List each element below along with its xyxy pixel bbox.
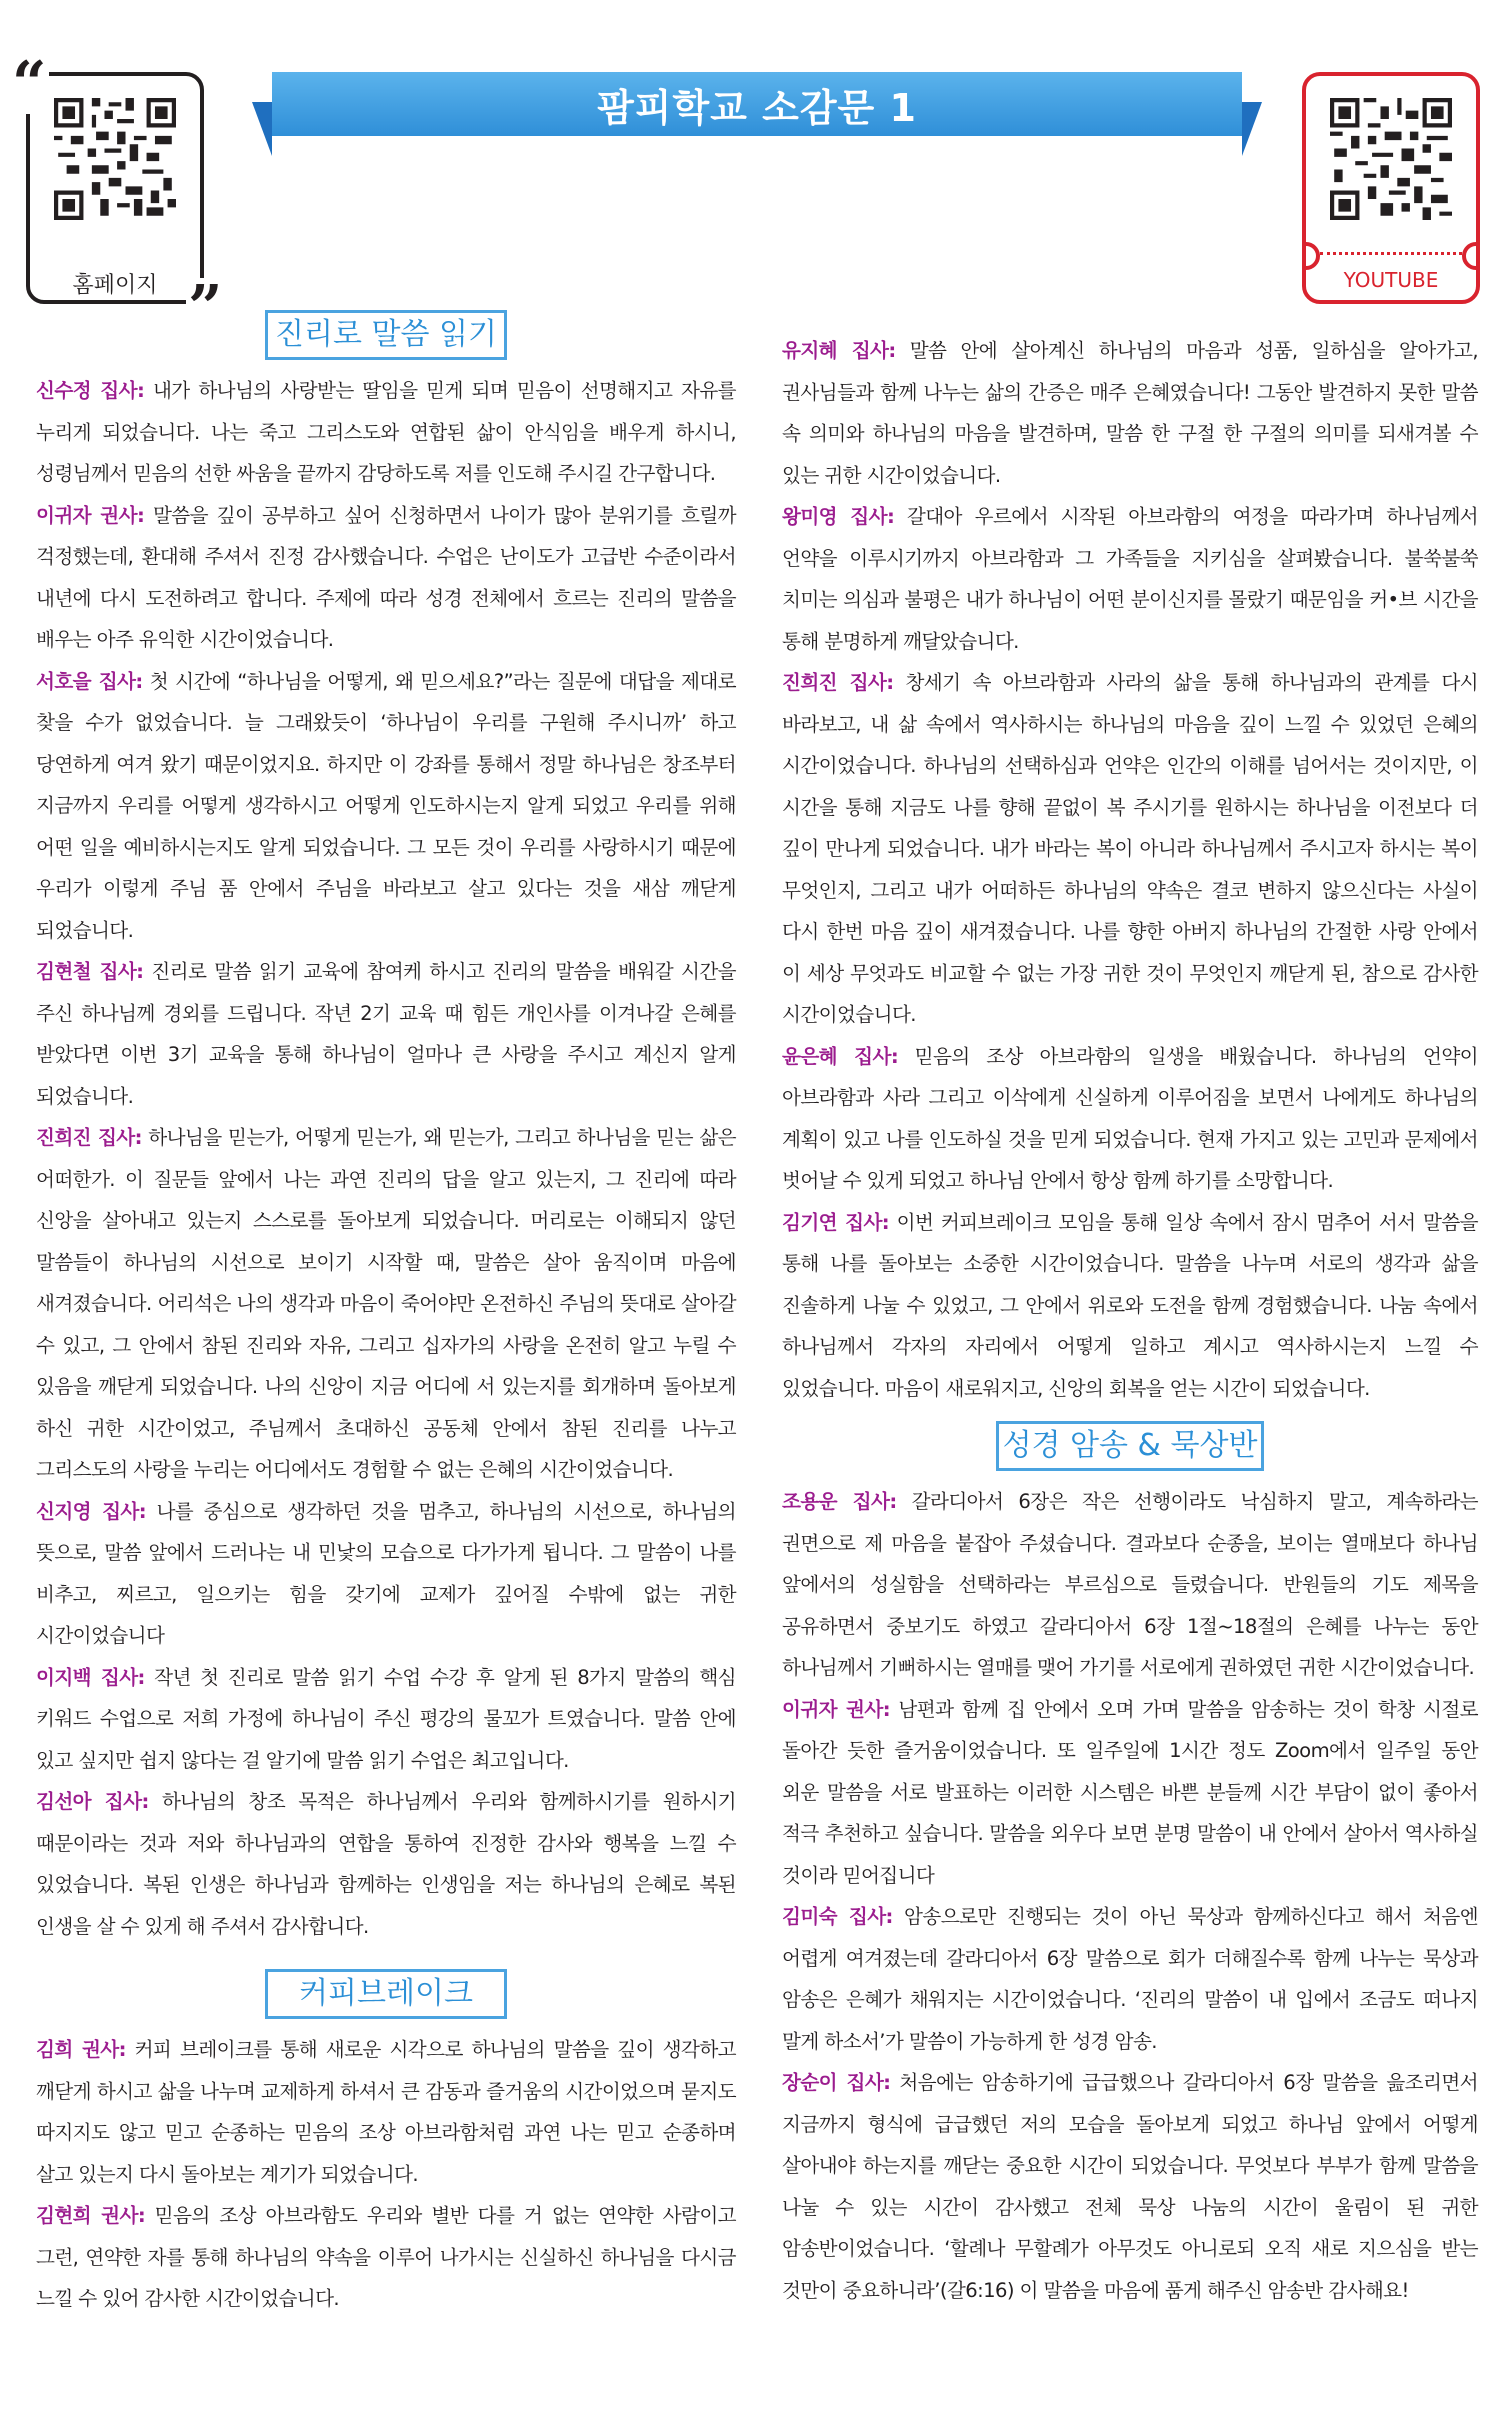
testimony-entry xyxy=(782,496,1478,662)
close-quote-mark: ” xyxy=(188,273,223,343)
section-title-memory-meditation: 성경 암송 & 묵상반 xyxy=(996,1421,1264,1471)
testimony-entry xyxy=(36,1117,736,1491)
right-column xyxy=(782,330,1478,2311)
testimony-text: 갈대아 우르에서 시작된 아브라함의 여정을 따라가며 하나님께서 언약을 이루시기까지 아브라함과 그 가족들을 지키심을 살펴봤습니다. 불쑥불쑥 치미는 의심과 불평은 내가 하나님이 어떤 분이신지를 몰랐기 때문임을 커•브 시간을 통해 분명하게 깨달았습니다. xyxy=(782,505,1478,653)
youtube-qr-code[interactable] xyxy=(1330,98,1452,220)
youtube-label: YOUTUBE xyxy=(1343,268,1439,292)
author-name: 유지혜 집사: xyxy=(782,339,896,362)
author-name: 윤은혜 집사: xyxy=(782,1044,899,1068)
testimony-entry xyxy=(782,662,1478,1036)
testimony-text: 말씀 안에 살아계신 하나님의 마음과 성품, 일하심을 알아가고, 권사님들과 함께 나누는 삶의 간증은 매주 은혜였습니다! 그동안 발견하지 못한 말씀 속 의미와 하나님의 마음을 발견하며, 말씀 한 구절 한 구절의 의미를 되새겨볼 수 있는 귀한 시간이었습니다. xyxy=(782,339,1478,487)
testimony-entry xyxy=(782,2062,1478,2311)
testimony-entry xyxy=(36,370,736,495)
testimony-text: 첫 시간에 “하나님을 어떻게, 왜 믿으세요?”라는 질문에 대답을 제대로 찾을 수가 없었습니다. 늘 그래왔듯이 ‘하나님이 우리를 구원해 주시니까’ 하고 당연하게 여겨 왔기 때문이었지요. 하지만 이 강좌를 통해서 정말 하나님은 창조부터 지금까지 우리를 어떻게 생각하시고 어떻게 인도하시는지 알게 되었고 우리를 위해 어떤 일을 예비하시는지도 알게 되었습니다. 그 모든 것이 우리를 사랑하시기 때문에 우리가 이렇게 주님 품 안에서 주님을 바라보고 살고 있다는 것을 새삼 깨닫게 되었습니다. xyxy=(36,669,736,942)
testimony-text: 작년 첫 진리로 말씀 읽기 수업 수강 후 알게 된 8가지 말씀의 핵심 키워드 수업으로 저희 가정에 하나님이 주신 평강의 물꼬가 트였습니다. 말씀 안에 있고 싶지만 쉽지 않다는 걸 알기에 말씀 읽기 수업은 최고입니다. xyxy=(36,1665,736,1772)
testimony-entry xyxy=(36,495,736,661)
testimony-entry xyxy=(782,1202,1478,1410)
testimony-text: 커피 브레이크를 통해 새로운 시각으로 하나님의 말씀을 깊이 생각하고 깨닫게 하시고 삶을 나누며 교제하게 하셔서 큰 감동과 즐거움의 시간이었으며 묻지도 따지지도 않고 믿고 순종하는 믿음의 조상 아브라함처럼 과연 나는 믿고 순종하며 살고 있는지 다시 돌아보는 계기가 되었습니다. xyxy=(36,2038,736,2186)
author-name: 이지백 집사: xyxy=(36,1665,145,1689)
testimony-entry xyxy=(36,951,736,1117)
ticket-notch-left xyxy=(1292,242,1320,270)
testimony-entry xyxy=(36,2195,736,2320)
testimony-entry xyxy=(36,661,736,952)
youtube-qr-card[interactable] xyxy=(1302,72,1480,304)
author-name: 김희 권사: xyxy=(36,2038,126,2061)
testimony-text: 갈라디아서 6장은 작은 선행이라도 낙심하지 말고, 계속하라는 권면으로 제 마음을 붙잡아 주셨습니다. 결과보다 순종을, 보이는 열매보다 하나님 앞에서의 성실함을 선택하라는 부르심으로 들렸습니다. 반원들의 기도 제목을 공유하면서 중보기도 하였고 갈라디아서 6장 1절~18절의 은혜를 나누는 동안 하나님께서 기뻐하시는 열매를 맺어 가기를 서로에게 권하였던 귀한 시간이었습니다. xyxy=(782,1490,1478,1679)
homepage-label: 홈페이지 xyxy=(72,273,158,298)
testimony-text: 하나님을 믿는가, 어떻게 믿는가, 왜 믿는가, 그리고 하나님을 믿는 삶은 어떠한가. 이 질문들 앞에서 나는 과연 진리의 답을 알고 있는지, 그 진리에 따라 신앙을 살아내고 있는지 스스로를 돌아보게 되었습니다. 머리로는 이해되지 않던 말씀들이 하나님의 시선으로 보이기 시작할 때, 말씀은 살아 움직이며 마음에 새겨졌습니다. 어리석은 나의 생각과 마음이 죽어야만 온전하신 주님의 뜻대로 살아갈 수 있고, 그 안에서 참된 진리와 자유, 그리고 십자가의 사랑을 온전히 알고 누릴 수 있음을 깨닫게 되었습니다. 나의 신앙이 지금 어디에 서 있는지를 회개하며 돌아보게 하신 귀한 시간이었고, 주님께서 초대하신 공동체 안에서 참된 진리를 나누고 그리스도의 사랑을 누리는 어디에서도 경험할 수 없는 은혜의 시간이었습니다. xyxy=(36,1126,736,1481)
author-name: 진희진 집사: xyxy=(36,1126,142,1149)
testimony-text: 내가 하나님의 사랑받는 딸임을 믿게 되며 믿음이 선명해지고 자유를 누리게 되었습니다. 나는 죽고 그리스도와 연합된 삶이 안식임을 배우게 하시니, 성령님께서 믿음의 선한 싸움을 끝까지 감당하도록 저를 인도해 주시길 간구합니다. xyxy=(36,379,736,485)
author-name: 김현희 권사: xyxy=(36,2204,146,2227)
testimony-entry xyxy=(782,1896,1478,2062)
homepage-qr-card[interactable] xyxy=(26,72,204,304)
testimony-text: 남편과 함께 집 안에서 오며 가며 말씀을 암송하는 것이 학창 시절로 돌아간 듯한 즐거움이었습니다. 또 일주일에 1시간 정도 Zoom에서 일주일 동안 외운 말씀을 서로 발표하는 이러한 시스템은 바쁜 분들께 시간 부담이 없이 좋아서 적극 추천하고 싶습니다. 말씀을 외우다 보면 분명 말씀이 내 안에서 살아서 역사하실 것이라 믿어집니다 xyxy=(782,1697,1478,1887)
author-name: 이귀자 권사: xyxy=(782,1697,890,1721)
banner-fold-left xyxy=(252,102,272,156)
author-name: 조용운 집사: xyxy=(782,1490,897,1513)
testimony-text: 믿음의 조상 아브라함도 우리와 별반 다를 거 없는 연약한 사람이고 그런, 연약한 자를 통해 하나님의 약속을 이루어 나가시는 신실하신 하나님을 다시금 느낄 수 있어 감사한 시간이었습니다. xyxy=(36,2204,736,2310)
section-title-coffee-break: 커피브레이크 xyxy=(265,1969,507,2019)
author-name: 장순이 집사: xyxy=(782,2071,891,2094)
testimony-text: 말씀을 깊이 공부하고 싶어 신청하면서 나이가 많아 분위기를 흐릴까 걱정했는데, 환대해 주셔서 진정 감사했습니다. 수업은 난이도가 고급반 수준이라서 내년에 다시 도전하려고 합니다. 주제에 따라 성경 전체에서 흐르는 진리의 말씀을 배우는 아주 유익한 시간이었습니다. xyxy=(36,503,736,651)
author-name: 서호을 집사: xyxy=(36,669,143,693)
testimony-entry xyxy=(782,1036,1478,1202)
author-name: 신수정 집사: xyxy=(36,379,145,402)
testimony-text: 하나님의 창조 목적은 하나님께서 우리와 함께하시기를 원하시기 때문이라는 것과 저와 하나님과의 연합을 통하여 진정한 감사와 행복을 느낄 수 있었습니다. 복된 인생은 하나님과 함께하는 인생임을 저는 하나님의 은혜로 복된 인생을 살 수 있게 해 주셔서 감사합니다. xyxy=(36,1790,736,1938)
testimony-entry xyxy=(36,1657,736,1782)
open-quote-mark: “ xyxy=(12,49,47,119)
testimony-entry xyxy=(782,1481,1478,1689)
ticket-notch-right xyxy=(1462,242,1490,270)
author-name: 김선아 집사: xyxy=(36,1790,149,1813)
author-name: 김미숙 집사: xyxy=(782,1905,893,1928)
testimony-text: 이번 커피브레이크 모임을 통해 일상 속에서 잠시 멈추어 서서 말씀을 통해 나를 돌아보는 소중한 시간이었습니다. 말씀을 나누며 서로의 생각과 삶을 진솔하게 나눌 수 있었고, 그 안에서 위로와 도전을 함께 경험했습니다. 나눔 속에서 하나님께서 각자의 자리에서 어떻게 일하고 계시고 역사하시는지 느낄 수 있었습니다. 마음이 새로워지고, 신앙의 회복을 얻는 시간이 되었습니다. xyxy=(782,1210,1478,1400)
testimony-text: 진리로 말씀 읽기 교육에 참여케 하시고 진리의 말씀을 배워갈 시간을 주신 하나님께 경외를 드립니다. 작년 2기 교육 때 힘든 개인사를 이겨나갈 은혜를 받았다면 이번 3기 교육을 통해 하나님이 얼마나 큰 사랑을 주시고 계신지 알게 되었습니다. xyxy=(36,960,736,1108)
testimony-entry xyxy=(36,1491,736,1657)
author-name: 이귀자 권사: xyxy=(36,503,145,527)
testimony-text: 창세기 속 아브라함과 사라의 삶을 통해 하나님과의 관계를 다시 바라보고, 내 삶 속에서 역사하시는 하나님의 마음을 깊이 느낄 수 있었던 은혜의 시간이었습니다. 하나님의 선택하심과 언약은 인간의 이해를 넘어서는 것이지만, 이 시간을 통해 지금도 나를 향해 끝없이 복 주시기를 원하시는 하나님을 이전보다 더 깊이 만나게 되었습니다. 내가 바라는 복이 아니라 하나님께서 주시고자 하시는 복이 무엇인지, 그리고 내가 어떠하든 하나님의 약속은 결코 변하지 않으신다는 사실이 다시 한번 마음 깊이 새겨졌습니다. 나를 향한 아버지 하나님의 간절한 사랑 안에서 이 세상 무엇과도 비교할 수 없는 가장 귀한 것이 무엇인지 깨닫게 된, 참으로 감사한 시간이었습니다. xyxy=(782,671,1478,1026)
testimony-text: 처음에는 암송하기에 급급했으나 갈라디아서 6장 말씀을 읊조리면서 지금까지 형식에 급급했던 저의 모습을 돌아보게 되었고 하나님 앞에서 어떻게 살아내야 하는지를 깨닫는 중요한 시간이 되었습니다. 무엇보다 부부가 함께 말씀을 나눌 수 있는 시간이 감사했고 전체 묵상 나눔의 시간이 울림이 된 귀한 암송반이었습니다. ‘할례나 무할례가 아무것도 아니로되 오직 새로 지으심을 받는 것만이 중요하니라’(갈6:16) 이 말씀을 마음에 품게 해주신 암송반 감사해요! xyxy=(782,2071,1478,2302)
testimony-text: 나를 중심으로 생각하던 것을 멈추고, 하나님의 시선으로, 하나님의 뜻으로, 말씀 앞에서 드러나는 내 민낯의 모습으로 다가가게 됩니다. 그 말씀이 나를 비추고, 찌르고, 일으키는 힘을 갖기에 교제가 깊어질 수밖에 없는 귀한 시간이었습니다 xyxy=(36,1499,736,1647)
testimony-entry xyxy=(36,2029,736,2195)
ticket-perforation xyxy=(1320,252,1462,255)
title-banner xyxy=(252,72,1262,156)
author-name: 진희진 집사: xyxy=(782,671,894,694)
author-name: 왕미영 집사: xyxy=(782,505,895,528)
left-column xyxy=(36,310,736,2320)
testimony-entry xyxy=(782,330,1478,496)
page-title: 팜피학교 소감문 1 xyxy=(272,72,1242,136)
testimony-entry xyxy=(36,1781,736,1947)
homepage-qr-code[interactable] xyxy=(54,98,176,220)
author-name: 김기연 집사: xyxy=(782,1210,890,1234)
section-title-truth-reading: 진리로 말씀 읽기 xyxy=(265,310,507,360)
testimony-text: 믿음의 조상 아브라함의 일생을 배웠습니다. 하나님의 언약이 아브라함과 사라 그리고 이삭에게 신실하게 이루어짐을 보면서 나에게도 하나님의 계획이 있고 나를 인도하실 것을 믿게 되었습니다. 현재 가지고 있는 고민과 문제에서 벗어날 수 있게 되었고 하나님 안에서 항상 함께 하기를 소망합니다. xyxy=(782,1044,1478,1192)
testimony-entry xyxy=(782,1689,1478,1897)
author-name: 신지영 집사: xyxy=(36,1499,146,1523)
testimony-text: 암송으로만 진행되는 것이 아닌 묵상과 함께하신다고 해서 처음엔 어렵게 여겨졌는데 갈라디아서 6장 말씀으로 회가 더해질수록 함께 나누는 묵상과 암송은 은혜가 채워지는 시간이었습니다. ‘진리의 말씀이 내 입에서 조금도 떠나지 말게 하소서’가 말씀이 가능하게 한 성경 암송. xyxy=(782,1905,1478,2053)
banner-fold-right xyxy=(1242,102,1262,156)
author-name: 김현철 집사: xyxy=(36,960,144,983)
